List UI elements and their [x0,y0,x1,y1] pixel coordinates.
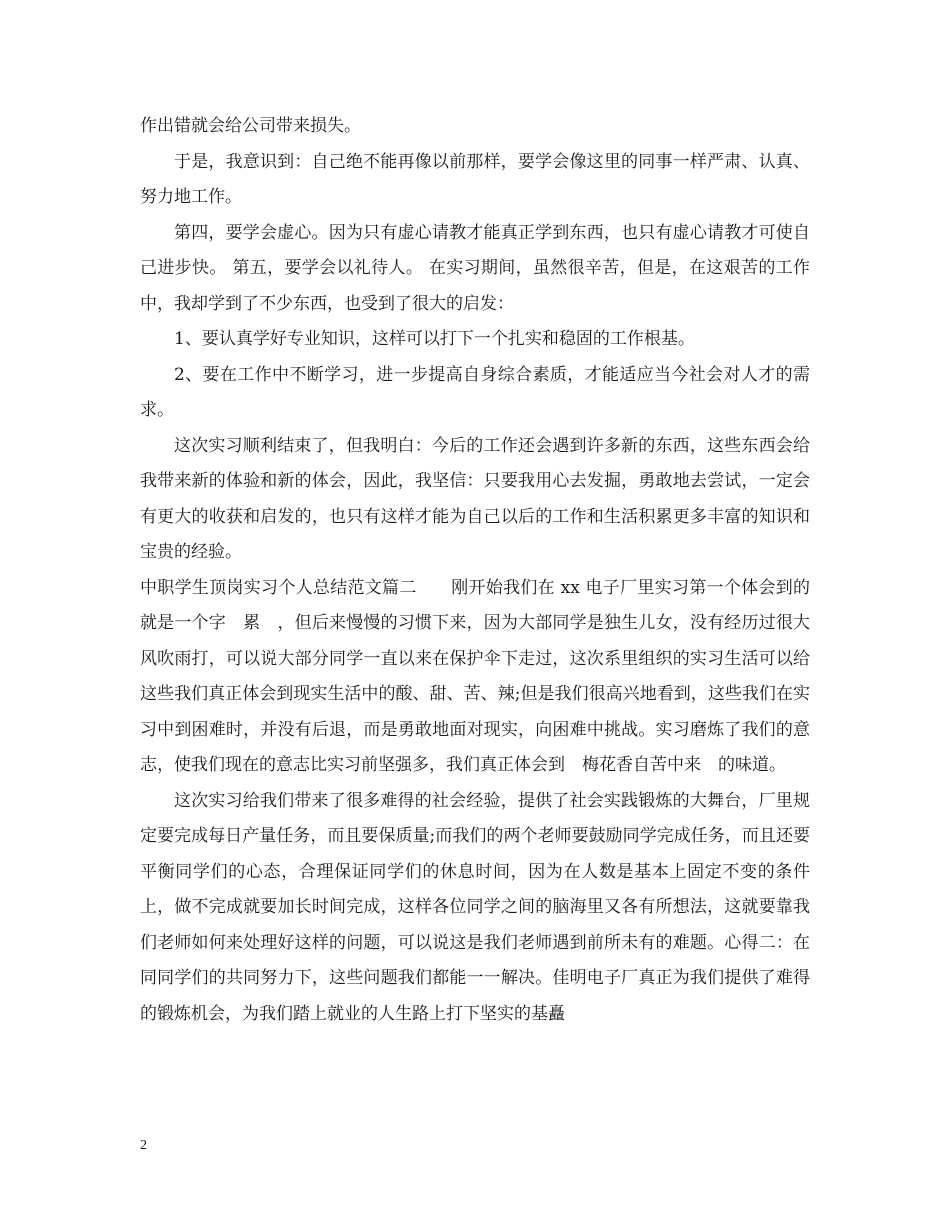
paragraph: 2、要在工作中不断学习，进一步提高自身综合素质，才能适应当今社会对人才的需求。 [140,364,810,420]
paragraph: 这次实习给我们带来了很多难得的社会经验，提供了社会实践锻炼的大舞台，厂里规定要完成每日产量任务，而且要保质量;而我们的两个老师要鼓励同学完成任务，而且还要平衡同学们的心态，合理保证同学们的休息时间，因为在人数是基本上固定不变的条件上，做不完成就要加长时间完成，这样各位同学之间的脑海里又各有所想法，这就要靠我们老师如何来处理好这样的问题，可以说这是我们老师遇到前所未有的难题。心得二：在同同学们的共同努力下，这些问题我们都能一一解决。佳明电子厂真正为我们提供了难得的锻炼机会，为我们踏上就业的人生路上打下坚实的基矗 [140,790,810,1024]
paragraph: 作出错就会给公司带来损失。 [140,116,361,136]
document-body [140,109,810,1032]
paragraph: 第四，要学会虚心。因为只有虚心请教才能真正学到东西，也只有虚心请教才可使自己进步快。 第五，要学会以礼待人。 在实习期间，虽然很辛苦，但是，在这艰苦的工作中，我却学到了不少东西，也受到了很大的启发： [140,222,810,314]
paragraph: 1、要认真学好专业知识，这样可以打下一个扎实和稳固的工作根基。 [174,329,695,349]
paragraph: 这次实习顺利结束了，但我明白：今后的工作还会遇到许多新的东西，这些东西会给我带来新的体验和新的体会，因此，我坚信：只要我用心去发掘，勇敢地去尝试，一定会有更大的收获和启发的，也只有这样才能为自己以后的工作和生活积累更多丰富的知识和宝贵的经验。 [140,435,810,562]
paragraph: 于是，我意识到：自己绝不能再像以前那样，要学会像这里的同事一样严肃、认真、努力地工作。 [140,151,810,207]
paragraph: 中职学生顶岗实习个人总结范文篇二 刚开始我们在 xx 电子厂里实习第一个体会到的就是一个字 累 ，但后来慢慢的习惯下来，因为大部同学是独生儿女，没有经历过很大风吹雨打，可以说大部分同学一直以来在保护伞下走过，这次系里组织的实习生活可以给这些我们真正体会到现实生活中的酸、甜、苦、辣;但是我们很高兴地看到，这些我们在实习中到困难时，并没有后退，而是勇敢地面对现实，向困难中挑战。实习磨炼了我们的意志，使我们现在的意志比实习前坚强多，我们真正体会到 梅花香自苦中来 的味道。 [140,577,810,775]
page-number: 2 [140,1138,147,1153]
